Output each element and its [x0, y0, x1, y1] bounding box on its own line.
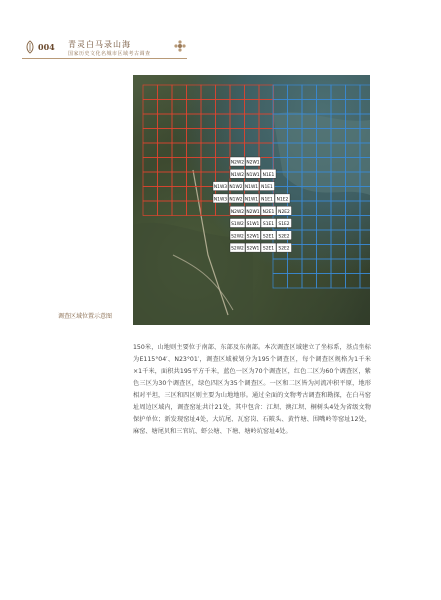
grid-label-text: N1E1 — [261, 197, 273, 203]
grid-cell-blue — [302, 245, 317, 260]
grid-cell-blue — [360, 216, 370, 231]
grid-cell-blue — [317, 85, 332, 100]
grid-cell-red — [158, 158, 173, 173]
grid-cell-red — [187, 114, 202, 129]
grid-cell-red — [158, 201, 173, 216]
grid-cell-red — [187, 129, 202, 144]
flower-seal-icon — [174, 40, 186, 52]
grid-label-text: N1W2 — [229, 197, 243, 203]
grid-cell-red — [158, 100, 173, 115]
grid-cell-red — [143, 158, 158, 173]
grid-cell-red — [158, 85, 173, 100]
grid-cell-red — [230, 143, 245, 158]
grid-label-text: N2W2 — [230, 209, 245, 215]
grid-cell-red — [172, 201, 187, 216]
grid-label-text: N1E2 — [276, 197, 289, 203]
grid-label-text: S2W1 — [246, 246, 260, 252]
body-paragraph: 150米，山地则主要位于南部、东部及东南部。本次调查区域建立了坐标系，基点坐标为E115°04′、N23°01′，调查区域被划分为195个调查区，每个调查区规格为1千米×1千米，面积共195平方千米，蓝色一区为70个调查区，红色二区为60个调查区，紫色三区为30个调查区，绿色四区为35个调查区。一区和二区皆为河流冲积平原，地形相对平坦，三区和四区则主要为山地地形。通过全面的文物考古调查和勘探，在白马窑址周边区域内，调查窑址共计21处，其中包含：江坝、澳江坝、桐树头4处为省级文物保护单位；新发现窑址4处，大坑尾、瓦窑岗、石陂头、黄竹塘、围嘴岭等窑址12处，麻窑、塘尾贝和三官坑、虾公塘、下塘、塘岭坑窑址4处。 — [133, 344, 371, 435]
grid-cell-blue — [317, 259, 332, 274]
grid-cell-red — [216, 201, 231, 216]
grid-label-text: S2W1 — [246, 234, 260, 240]
grid-cell-red — [201, 143, 216, 158]
survey-grid-overlay — [133, 75, 370, 325]
grid-label-text: N2W1 — [246, 160, 260, 166]
grid-cell-red — [143, 100, 158, 115]
grid-label-text: N1W3 — [213, 197, 228, 203]
grid-cell-red — [230, 100, 245, 115]
grid-cell-blue — [360, 259, 370, 274]
grid-cell-blue — [317, 274, 332, 289]
grid-cell-blue — [360, 274, 370, 289]
grid-cell-red — [230, 129, 245, 144]
grid-cell-red — [172, 158, 187, 173]
grid-cell-red — [187, 143, 202, 158]
grid-cell-blue — [273, 259, 288, 274]
grid-cell-red — [158, 129, 173, 144]
grid-cell-red — [143, 114, 158, 129]
grid-cell-blue — [317, 216, 332, 231]
grid-cell-blue — [331, 274, 346, 289]
grid-cell-blue — [346, 230, 361, 245]
grid-cell-red — [259, 114, 274, 129]
grid-cell-red — [259, 100, 274, 115]
book-subtitle: 国家历史文化名城市区域考古调查 — [68, 51, 151, 57]
grid-cell-blue — [288, 100, 303, 115]
grid-cell-red — [230, 85, 245, 100]
grid-cell-red — [143, 143, 158, 158]
grid-label-text: S1W1 — [246, 222, 260, 228]
grid-label-text: N2W1 — [246, 209, 260, 215]
grid-label-text: N1E1 — [262, 172, 275, 178]
grid-cell-red — [230, 114, 245, 129]
grid-cell-red — [201, 129, 216, 144]
grid-cell-red — [259, 85, 274, 100]
grid-label-text: N1W1 — [244, 197, 259, 203]
grid-cell-blue — [346, 201, 361, 216]
grid-cell-red — [158, 143, 173, 158]
grid-cell-red — [245, 114, 260, 129]
grid-cell-red — [187, 100, 202, 115]
grid-label-text: S1E1 — [262, 222, 275, 228]
grid-cell-blue — [302, 230, 317, 245]
grid-cell-blue — [317, 245, 332, 260]
grid-cell-blue — [346, 216, 361, 231]
grid-cell-red — [216, 143, 231, 158]
grid-cell-blue — [288, 274, 303, 289]
grid-cell-red — [158, 172, 173, 187]
grid-cell-blue — [346, 259, 361, 274]
grid-cell-red — [143, 85, 158, 100]
grid-cell-red — [216, 100, 231, 115]
grid-label-text: N1W3 — [213, 185, 228, 191]
grid-cell-blue — [346, 100, 361, 115]
grid-label-text: N1W2 — [230, 172, 245, 178]
grid-cell-blue — [317, 230, 332, 245]
grid-label-text: N1W1 — [246, 172, 260, 178]
ornament-icon — [24, 40, 36, 54]
grid-label-text: S2E1 — [262, 246, 275, 252]
grid-cell-red — [201, 85, 216, 100]
figure-caption: 调查区域位置示意图 — [58, 313, 113, 320]
grid-cell-blue — [331, 216, 346, 231]
grid-label-text: N2W2 — [230, 160, 245, 166]
grid-label-text: N1E1 — [261, 185, 273, 191]
grid-cell-blue — [331, 100, 346, 115]
grid-cell-blue — [331, 85, 346, 100]
grid-cell-red — [245, 143, 260, 158]
grid-label-text: S1W2 — [231, 222, 244, 228]
grid-cell-blue — [360, 85, 370, 100]
grid-label-text: N1W2 — [229, 185, 243, 191]
grid-cell-red — [201, 158, 216, 173]
grid-cell-red — [172, 143, 187, 158]
grid-cell-red — [245, 85, 260, 100]
grid-cell-red — [245, 100, 260, 115]
grid-cell-blue — [360, 245, 370, 260]
grid-cell-red — [143, 172, 158, 187]
grid-cell-red — [187, 85, 202, 100]
grid-cell-blue — [317, 201, 332, 216]
grid-cell-blue — [302, 85, 317, 100]
grid-label-text: S2W2 — [231, 246, 244, 252]
grid-label-text: S2E1 — [262, 234, 275, 240]
grid-cell-red — [187, 158, 202, 173]
grid-cell-blue — [317, 100, 332, 115]
grid-cell-red — [245, 129, 260, 144]
grid-cell-red — [216, 85, 231, 100]
grid-cell-blue — [288, 85, 303, 100]
grid-cell-blue — [346, 245, 361, 260]
grid-label-text: S2W2 — [231, 234, 244, 240]
grid-cell-red — [172, 85, 187, 100]
grid-cell-red — [201, 114, 216, 129]
grid-cell-blue — [360, 100, 370, 115]
grid-cell-blue — [288, 259, 303, 274]
grid-cell-red — [172, 114, 187, 129]
book-title: 青灵白马录山海 — [68, 40, 131, 49]
grid-cell-blue — [346, 85, 361, 100]
grid-cell-red — [143, 129, 158, 144]
grid-cell-red — [216, 129, 231, 144]
grid-cell-red — [158, 187, 173, 202]
grid-cell-blue — [346, 274, 361, 289]
grid-label-text: S2E2 — [278, 234, 290, 240]
grid-cell-red — [143, 187, 158, 202]
grid-cell-red — [172, 129, 187, 144]
grid-cell-blue — [273, 274, 288, 289]
grid-label-text: N1W1 — [244, 185, 259, 191]
grid-cell-blue — [360, 230, 370, 245]
grid-cell-red — [172, 187, 187, 202]
grid-cell-red — [216, 158, 231, 173]
grid-cell-blue — [302, 259, 317, 274]
grid-cell-red — [172, 100, 187, 115]
grid-cell-red — [143, 201, 158, 216]
grid-label-text: N2E1 — [262, 209, 275, 215]
grid-cell-blue — [302, 201, 317, 216]
blue-grid-zone — [273, 85, 370, 288]
survey-area-map — [133, 75, 370, 325]
grid-cell-blue — [331, 201, 346, 216]
grid-cell-blue — [360, 201, 370, 216]
grid-cell-blue — [302, 274, 317, 289]
page-header — [22, 36, 192, 62]
grid-cell-blue — [331, 259, 346, 274]
grid-cell-blue — [302, 100, 317, 115]
grid-label-text: N2E2 — [278, 209, 290, 215]
grid-label-text: S1E2 — [278, 222, 290, 228]
grid-cell-red — [201, 201, 216, 216]
grid-cell-red — [172, 172, 187, 187]
grid-cell-red — [259, 129, 274, 144]
grid-cell-red — [259, 143, 274, 158]
grid-cell-blue — [302, 216, 317, 231]
grid-cell-blue — [273, 85, 288, 100]
grid-cell-red — [187, 187, 202, 202]
grid-cell-red — [158, 114, 173, 129]
grid-cell-red — [216, 114, 231, 129]
grid-cell-blue — [331, 230, 346, 245]
grid-label-text: S2E2 — [278, 246, 290, 252]
grid-cell-red — [201, 100, 216, 115]
grid-cell-blue — [273, 100, 288, 115]
page-number: 004 — [38, 42, 55, 52]
header-rule — [22, 58, 187, 59]
grid-cell-blue — [331, 245, 346, 260]
